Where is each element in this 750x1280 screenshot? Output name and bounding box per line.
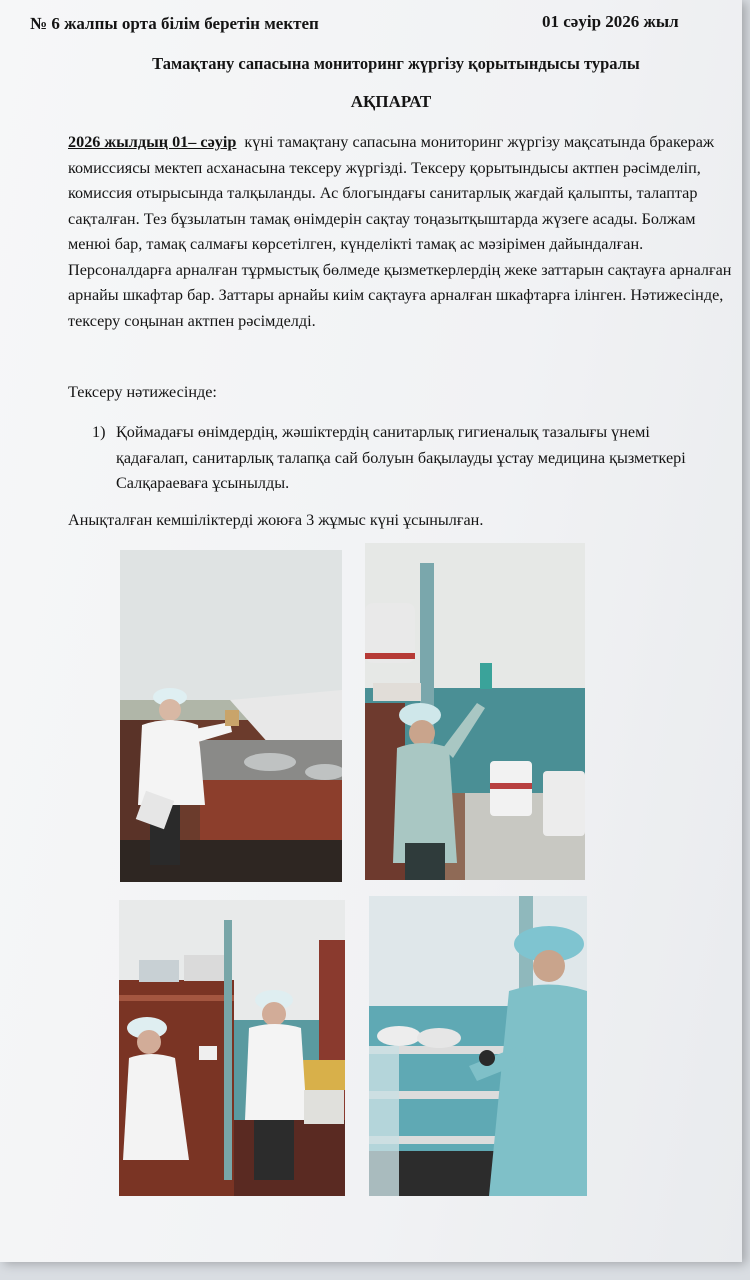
school-name: № 6 жалпы орта білім беретін мектеп (30, 14, 319, 33)
deadline-text: Анықталған кемшіліктерді жоюға 3 жұмыс күні ұсынылған. (68, 511, 484, 529)
main-paragraph (68, 130, 732, 334)
document-subtitle: АҚПАРАТ (350, 92, 432, 111)
document-title: Тамақтану сапасына мониторинг жүргізу қорытындысы туралы (152, 54, 640, 73)
inspection-photo-1 (120, 550, 342, 882)
inspection-photo-3 (119, 900, 345, 1196)
paragraph-text: күні тамақтану сапасына мониторинг жүргізу мақсатында бракераж комиссиясы мектеп асханасына тексеру жүргізді. Тексеру қорытындысы актпен рәсімделіп, комиссия отырысында талқыланды. Ас блогындағы санитарлық жағдай қалыпты, талаптар сақталған. Тез бұзылатын тамақ өнімдерін сақтау тоңазытқыштарда жүзеге асады. Болжам менюі бар, тамақ салмағы көрсетілген, күнделікті тамақ ас мәзірімен дайындалған. Персоналдарға арналған тұрмыстық бөлмеде қызметкерлердің жеке заттарын сақтауға арналған арнайы шкафтар бар. Заттары арнайы киім сақтауға арналған шкафтарға ілінген. Нәтижесінде, тексеру соңынан актпен рәсімделді. (68, 133, 732, 330)
list-item-number: 1) (92, 423, 106, 441)
inspection-photo-4 (369, 896, 587, 1196)
results-heading: Тексеру нәтижесінде: (68, 383, 217, 401)
inspection-date: 2026 жылдың 01– сәуір (68, 133, 237, 151)
document-date: 01 сәуір 2026 жыл (542, 12, 679, 31)
list-item-text: Қоймадағы өнімдердің, жәшіктердің санитарлық гигиеналық тазалығы үнемі қадағалап, санитарлық талапқа сай болуын бақылауды ұстау медицина қызметкері Салқараеваға ұсынылды. (116, 423, 686, 492)
list-item (92, 420, 712, 497)
inspection-photo-2 (365, 543, 585, 880)
